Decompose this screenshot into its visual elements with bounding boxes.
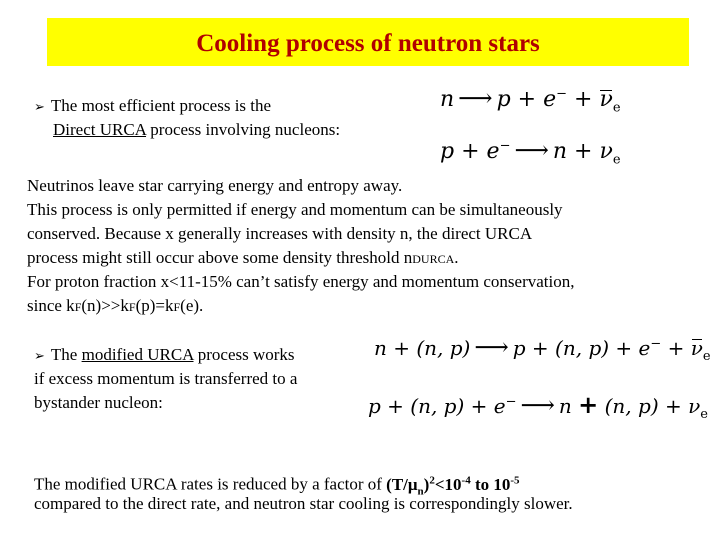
eq3-nu-sub: e [702, 349, 711, 364]
fermi-sub-3: F [173, 300, 181, 314]
eq1-proton: p [496, 87, 511, 112]
para-line-4-end: . [454, 248, 459, 267]
equation-beta-decay [440, 84, 621, 115]
slide-title: Cooling process of neutron stars [196, 30, 540, 57]
durca-subscript: DURCA [412, 252, 455, 266]
para-line-6-a: since k [27, 296, 75, 315]
exp-2: -5 [510, 474, 520, 486]
bullet2-line3: bystander nucleon: [34, 393, 163, 412]
eq4-rhs: (n, p) + [604, 394, 689, 418]
para-line-2: This process is only permitted if energy and momentum can be simultaneously [27, 200, 563, 219]
eq1-nu-sub: e [612, 100, 621, 116]
eq3-rhs: p + (n, p) + e [512, 336, 651, 360]
bullet1-line2: process involving nucleons: [146, 120, 341, 139]
para-line-4 [27, 246, 459, 271]
eq2-arrow: ⟶ [514, 136, 549, 164]
eq2-plus: + [461, 139, 480, 164]
ratio-sup: 2 [429, 474, 435, 486]
eq3-lhs: n + (n, p) [374, 336, 471, 360]
final-line-2: compared to the direct rate, and neutron star cooling is correspondingly slower. [34, 494, 573, 513]
eq1-nu: ν [599, 87, 613, 112]
para-line-1: Neutrinos leave star carrying energy and entropy away. [27, 176, 403, 195]
bullet-direct-urca-line2 [53, 118, 340, 142]
eq4-plus-bold: + [578, 390, 599, 419]
eq1-antineutrino [599, 87, 612, 112]
bullet2-pre: The [50, 345, 82, 364]
ratio-a: (T/μ [386, 474, 418, 494]
para-line-5: For proton fraction x<11-15% can’t satisfy energy and momentum conservation, [27, 272, 575, 291]
rate-factor [386, 474, 520, 498]
eq2-neutron: n [552, 139, 568, 164]
eq4-neutron: n [558, 394, 572, 418]
bullet-arrow-icon: ➢ [34, 100, 45, 115]
para-line-6-b: (n)>>k [81, 296, 129, 315]
title-banner [47, 18, 689, 66]
eq3-plus: + [661, 336, 691, 360]
bullet-arrow-icon-2: ➢ [34, 349, 45, 364]
modified-urca-link[interactable]: modified URCA [81, 345, 194, 364]
eq1-electron-charge: − [556, 86, 568, 102]
eq2-electron-charge: − [499, 138, 511, 154]
eq4-electron-charge: − [505, 394, 517, 410]
ratio-b: ) [423, 474, 430, 494]
eq1-plus: + [517, 87, 537, 112]
fermi-sub-2: F [128, 300, 136, 314]
ratio-to: to 10 [470, 474, 511, 494]
bullet2-line2: if excess momentum is transferred to a [34, 369, 298, 388]
eq1-electron: e [543, 87, 557, 112]
final-line-1-text: The modified URCA rates is reduced by a factor of [34, 474, 387, 494]
ratio-sub: n [417, 485, 424, 498]
fermi-sub-1: F [74, 300, 82, 314]
eq3-nu: ν [690, 336, 703, 360]
ratio-lt: <10 [434, 474, 462, 494]
eq4-nu-sub: e [700, 407, 708, 422]
equation-modified-electron-capture [368, 390, 708, 422]
eq2-plus-2: + [574, 139, 593, 164]
bullet-direct-urca [34, 94, 271, 120]
para-line-6-d: (e). [180, 296, 204, 315]
eq3-arrow: ⟶ [474, 333, 509, 361]
bullet1-line1: The most efficient process is the [50, 96, 272, 115]
exp-1: -4 [461, 474, 471, 486]
para-line-6 [27, 294, 203, 319]
equation-modified-beta-decay [374, 333, 711, 364]
eq1-neutron: n [440, 87, 455, 112]
eq4-lhs: p + (n, p) + e [368, 394, 506, 418]
eq2-nu: ν [599, 139, 613, 164]
bullet-modified-urca [34, 343, 295, 369]
eq1-arrow: ⟶ [458, 84, 493, 112]
eq4-nu: ν [688, 394, 701, 418]
eq3-antineutrino [691, 336, 703, 360]
para-line-4-text: process might still occur above some density threshold n [27, 248, 413, 267]
eq2-nu-sub: e [612, 152, 621, 168]
eq1-plus-2: + [574, 87, 593, 112]
bullet2-line1-rest: process works [193, 345, 295, 364]
eq3-electron-charge: − [650, 336, 662, 352]
para-line-3: conserved. Because x generally increases with density n, the direct URCA [27, 224, 533, 243]
eq2-proton: p [440, 139, 455, 164]
eq4-arrow: ⟶ [520, 391, 555, 419]
direct-urca-link[interactable]: Direct URCA [53, 120, 147, 139]
eq2-electron: e [486, 139, 500, 164]
para-line-6-c: (p)=k [135, 296, 174, 315]
equation-electron-capture [440, 136, 621, 167]
